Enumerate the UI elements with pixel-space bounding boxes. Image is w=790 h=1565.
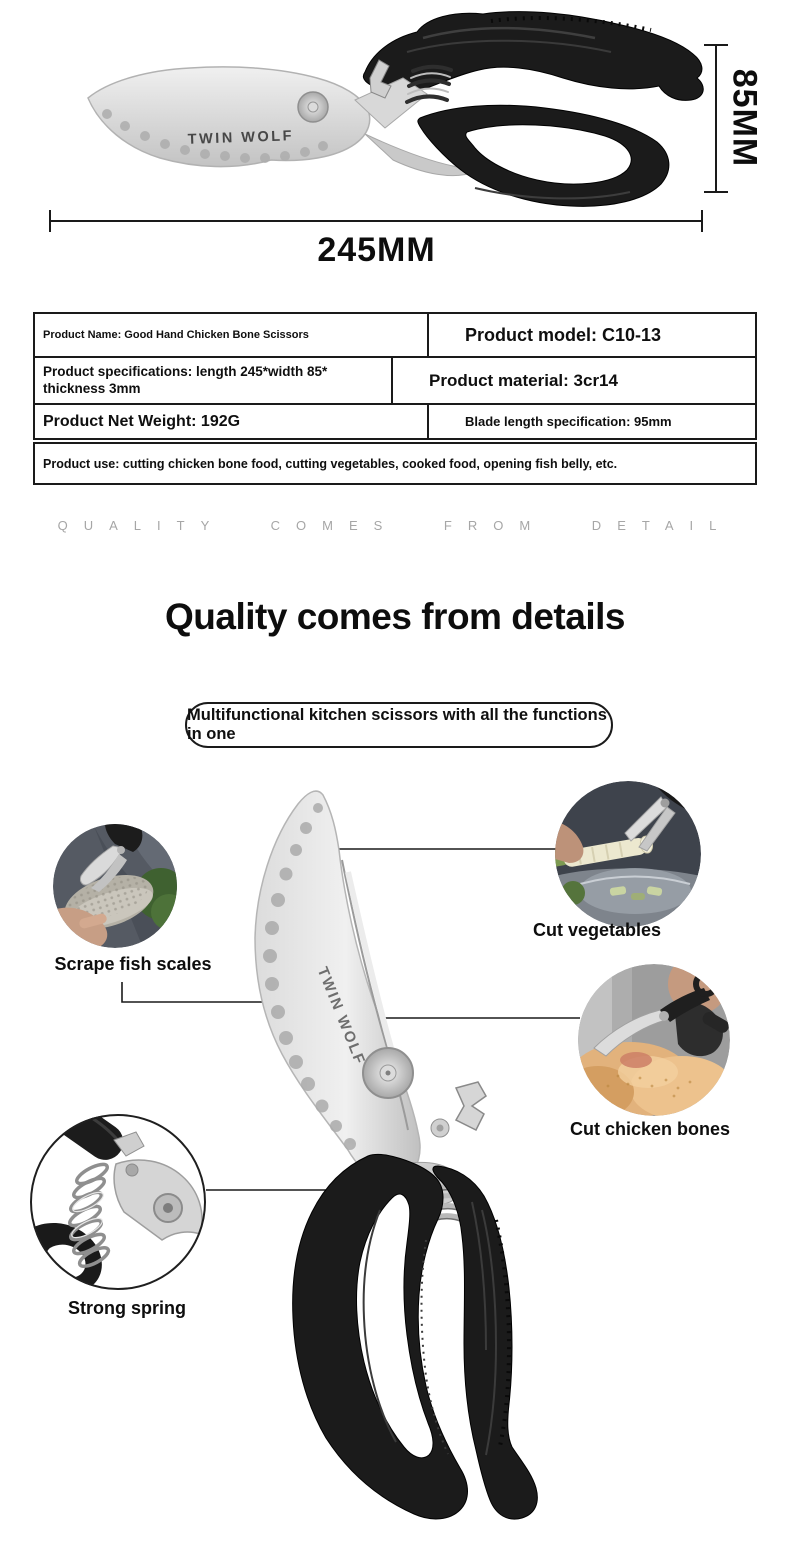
left-handle — [293, 1154, 468, 1519]
length-dimension-label: 245MM — [317, 231, 436, 269]
safety-latch — [456, 1082, 486, 1130]
watermark-text: QUALITY COMES FROM DETAIL — [57, 518, 733, 533]
length-dimension-line — [50, 220, 703, 222]
spec-cell-product-name: Product Name: Good Hand Chicken Bone Scissors — [35, 314, 429, 356]
vegetables-photo-circle — [555, 781, 701, 927]
feature-label-spring: Strong spring — [68, 1298, 186, 1318]
feature-label-fish: Scrape fish scales — [54, 954, 212, 974]
spec-cell-specifications: Product specifications: length 245*width 85* thickness 3mm — [35, 358, 393, 403]
spec-row-size-material — [35, 356, 755, 403]
brand-text: TWIN WOLF — [313, 964, 369, 1069]
length-dim-cap-right — [701, 210, 703, 232]
spring-photo-circle — [28, 1112, 208, 1292]
brand-text: TWIN WOLF — [187, 128, 295, 148]
height-dim-cap-bottom — [704, 191, 728, 193]
length-dim-cap-left — [49, 210, 51, 232]
section-heading: Quality comes from details — [165, 596, 625, 637]
feature-label-vegetables: Cut vegetables — [532, 920, 662, 940]
spec-cell-material: Product material: 3cr14 — [429, 370, 618, 390]
spec-cell-product-model: Product model: C10-13 — [465, 324, 662, 345]
spec-row-weight-blade — [35, 403, 755, 438]
fish-photo-circle — [53, 824, 177, 948]
spec-table — [33, 312, 757, 440]
spec-usage-row: Product use: cutting chicken bone food, cutting vegetables, cooked food, opening fish belly, etc. — [33, 442, 757, 485]
spec-row-name-model — [35, 314, 755, 356]
spec-cell-net-weight: Product Net Weight: 192G — [35, 405, 429, 438]
feature-label-chicken: Cut chicken bones — [569, 1119, 731, 1139]
spec-cell-blade-length: Blade length specification: 95mm — [465, 414, 672, 429]
hero-scissors-illustration — [55, 8, 715, 223]
height-dimension-label: 85MM — [725, 68, 764, 168]
tagline-pill: Multifunctional kitchen scissors with all the functions in one — [185, 702, 613, 748]
height-dimension-line — [715, 45, 717, 193]
blade — [88, 67, 370, 167]
lower-handle — [418, 105, 669, 206]
chicken-photo-circle — [578, 964, 730, 1116]
height-dim-cap-top — [704, 44, 728, 46]
